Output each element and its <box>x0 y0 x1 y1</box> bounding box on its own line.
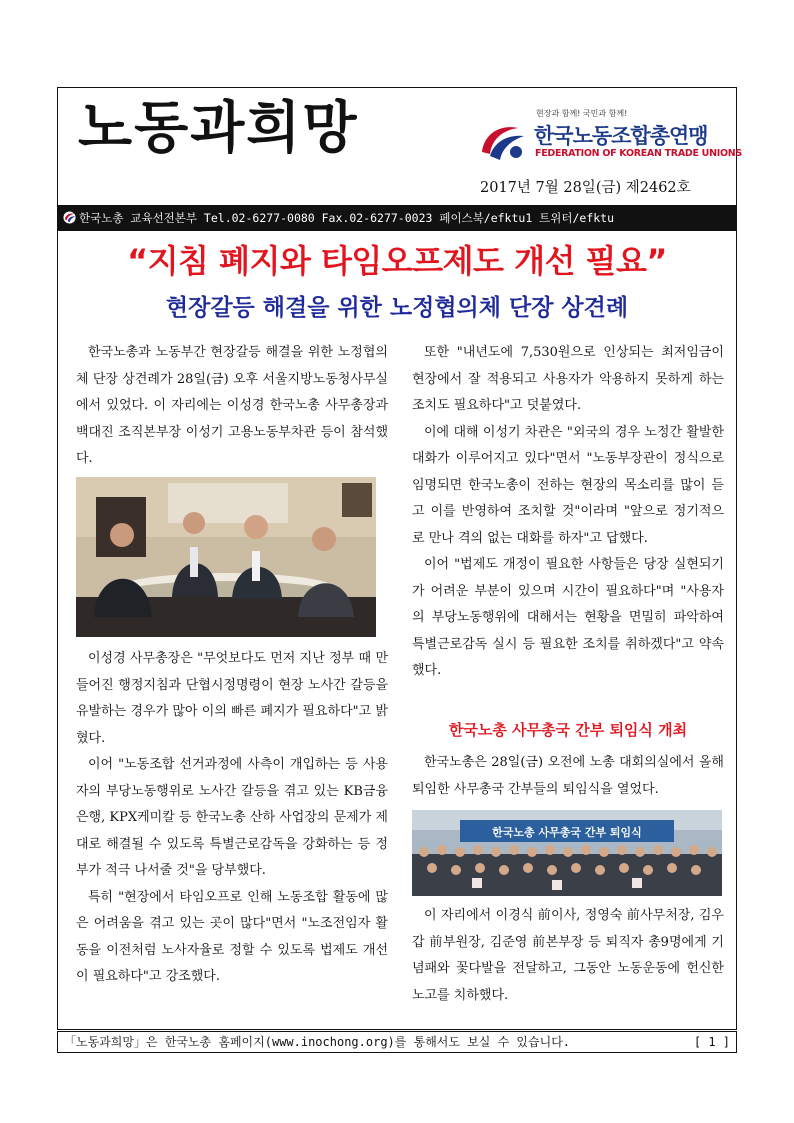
footer <box>57 1031 737 1053</box>
meeting-photo-image <box>76 477 376 637</box>
org-name-korean: 한국노동조합총연맹 <box>534 124 708 148</box>
logo-slogan: 현장과 함께! 국민과 함께! <box>536 109 628 118</box>
fktu-logo <box>478 109 742 170</box>
page-number: [ 1 ] <box>693 1035 730 1049</box>
article-paragraph: 또한 "내년도에 7,530원으로 인상되는 최저임금이 현장에서 잘 적용되고 사용자가 악용하지 못하게 하는 조치도 필요하다"고 덧붙였다. <box>412 345 724 413</box>
left-column-intro <box>76 340 388 473</box>
article-paragraph: 한국노총과 노동부간 현장갈등 해결을 위한 노정협의체 단장 상견례가 28일(금) 오후 서울지방노동청사무실에서 있었다. 이 자리에는 이성경 한국노총 사무총장과 백대진 조직본부장 이성기 고용노동부차관 등이 참석했다. <box>76 345 388 466</box>
photo-banner-text: 한국노총 사무총국 간부 퇴임식 <box>492 826 642 839</box>
article-paragraph: 한국노총은 28일(금) 오전에 노총 대회의실에서 올해 퇴임한 사무총국 간부들의 퇴임식을 열었다. <box>412 755 724 797</box>
meeting-photo <box>76 477 376 637</box>
issue-date: 2017년 7월 28일(금) 제2462호 <box>480 180 691 196</box>
fktu-emblem-icon <box>478 116 528 166</box>
left-column-body <box>76 646 388 991</box>
retirement-photo-image <box>412 810 722 896</box>
contact-info: 한국노총 교육선전본부 Tel.02-6277-0080 Fax.02-6277-0023 페이스북/efktu1 트위터/efktu <box>79 211 615 225</box>
article-paragraph: 특히 "현장에서 타임오프로 인해 노동조합 활동에 많은 어려움을 겪고 있는 곳이 많다"면서 "노조전임자 활동을 이전처럼 노사자율로 정할 수 있도록 법제도 개선이 필요하다"고 강조했다. <box>76 889 388 984</box>
headline: “지침 폐지와 타임오프제도 개선 필요” <box>127 242 667 280</box>
section-title: 한국노총 사무총국 간부 퇴임식 개최 <box>448 721 688 739</box>
retirement-article-body <box>412 903 724 1009</box>
article-paragraph: 이에 대해 이성기 차관은 "외국의 경우 노정간 활발한 대화가 이루어지고 있다"면서 "노동부장관이 정식으로 임명되면 한국노총이 전하는 현장의 목소리를 많이 듣고 이를 반영하여 조치할 것"이라며 "앞으로 정기적으로 만나 격의 없는 대화를 하자"고 답했다. <box>412 424 724 546</box>
newsletter-title: 노동과희망 <box>78 95 359 161</box>
subheadline: 현장갈등 해결을 위한 노정협의체 단장 상견례 <box>165 295 629 321</box>
fktu-small-emblem-icon <box>63 211 76 224</box>
article-paragraph: 이어 "노동조합 선거과정에 사측이 개입하는 등 사용자의 부당노동행위로 노사간 갈등을 겪고 있는 KB금융은행, KPX케미칼 등 한국노총 산하 사업장의 문제가 제대로 해결될 수 있도록 특별근로감독을 강화하는 등 정부가 적극 나서줄 것"을 당부했다. <box>76 757 388 878</box>
right-column-body <box>412 340 724 685</box>
org-name-english: FEDERATION OF KOREAN TRADE UNIONS <box>535 148 742 159</box>
article-paragraph: 이성경 사무총장은 "무엇보다도 먼저 지난 정부 때 만들어진 행정지침과 단협시정명령이 현장 노사간 갈등을 유발하는 경우가 많아 이의 빠른 폐지가 필요하다"고 밝혔다. <box>76 651 388 746</box>
retirement-article-intro <box>412 750 724 803</box>
article-paragraph: 이어 "법제도 개정이 필요한 사항들은 당장 실현되기가 어려운 부분이 있으며 시간이 필요하다"며 "사용자의 부당노동행위에 대해서는 현황을 면밀히 파악하여 특별근로감독 실시 등 필요한 조치를 취하겠다"고 약속했다. <box>412 557 724 678</box>
article-paragraph: 이 자리에서 이경식 前이사, 정영숙 前사무처장, 김우갑 前부원장, 김준영 前본부장 등 퇴직자 총9명에게 기념패와 꽃다발을 전달하고, 그동안 노동운동에 헌신한 노고를 치하했다. <box>412 908 724 1003</box>
retirement-ceremony-photo <box>412 810 722 896</box>
contact-bar <box>57 205 737 231</box>
footer-text: 「노동과희망」은 한국노총 홈페이지(www.inochong.org)를 통해서도 보실 수 있습니다. <box>64 1035 571 1049</box>
